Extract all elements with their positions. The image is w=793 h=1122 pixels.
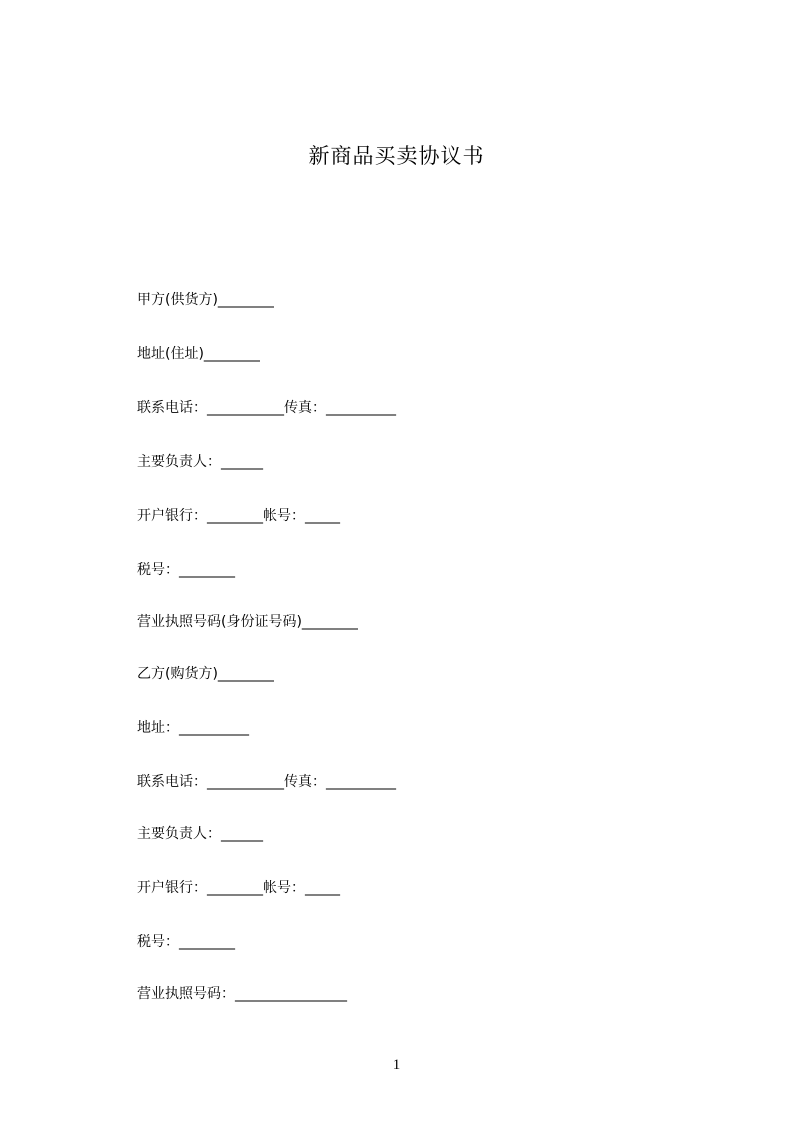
party-a-tax-number-line: 税号：________: [137, 562, 235, 578]
party-b-tax-number-line: 税号：________: [137, 934, 235, 950]
party-a-principal-line: 主要负责人：______: [137, 454, 263, 470]
party-b-bank-account-line: 开户银行：________帐号：_____: [137, 880, 340, 896]
party-b-address-line: 地址：__________: [137, 720, 249, 736]
party-a-supplier-line: 甲方(供货方)________: [137, 292, 274, 308]
party-a-license-id-line: 营业执照号码(身份证号码)________: [137, 614, 358, 630]
party-a-phone-fax-line: 联系电话：___________传真：__________: [137, 400, 396, 416]
party-a-bank-account-line: 开户银行：________帐号：_____: [137, 508, 340, 524]
document-title: 新商品买卖协议书: [308, 144, 485, 168]
party-b-phone-fax-line: 联系电话：___________传真：__________: [137, 774, 396, 790]
party-a-address-line: 地址(住址)________: [137, 346, 260, 362]
page-number: 1: [392, 1057, 401, 1073]
party-b-license-line: 营业执照号码：________________: [137, 986, 347, 1002]
party-b-purchaser-line: 乙方(购货方)________: [137, 666, 274, 682]
party-b-principal-line: 主要负责人：______: [137, 826, 263, 842]
